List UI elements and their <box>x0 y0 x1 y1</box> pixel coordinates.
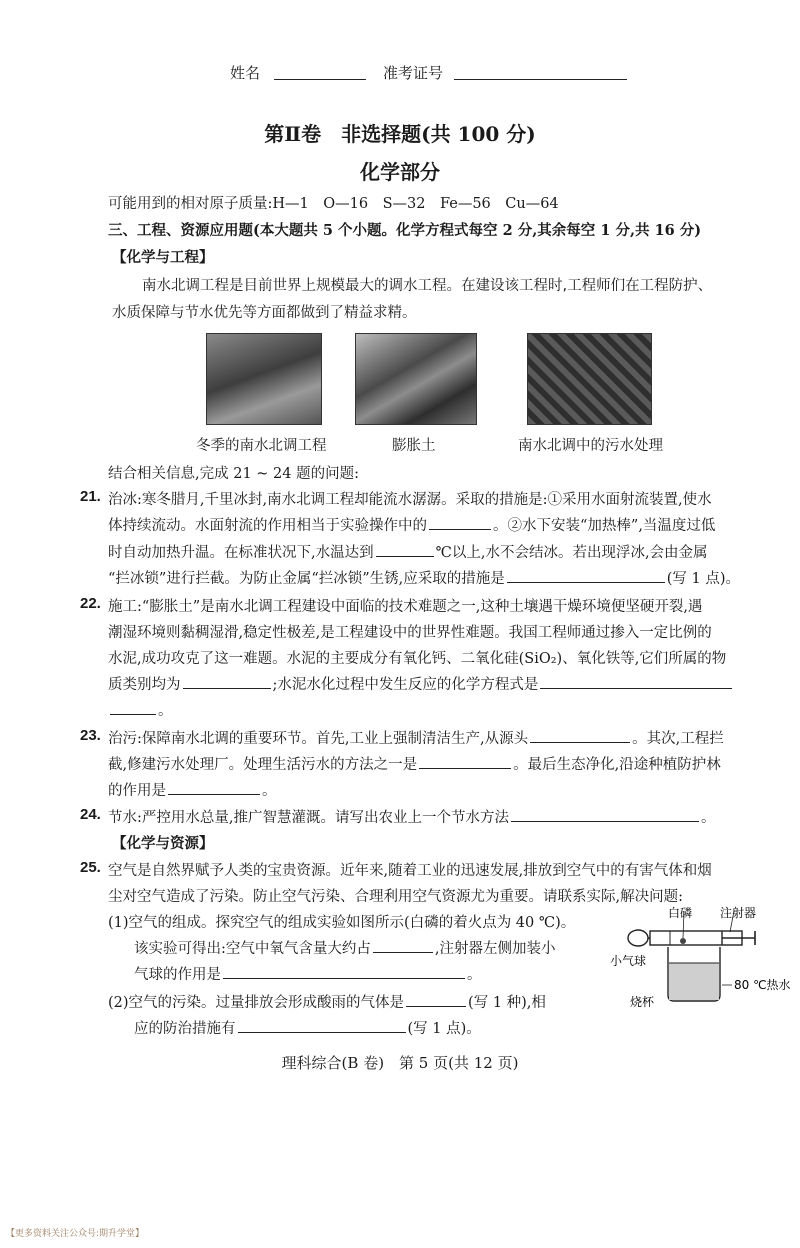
apparatus-diagram <box>610 905 800 1010</box>
question-text: 。最后生态净化,沿途种植防护林 <box>513 757 721 773</box>
caption: 冬季的南水北调工程 <box>196 438 327 454</box>
answer-blank[interactable] <box>373 951 433 953</box>
caption: 膨胀土 <box>392 438 436 454</box>
question-text: “拦冰锁”进行拦截。为防止金属“拦冰锁”生锈,应采取的措施是 <box>108 571 505 587</box>
answer-blank[interactable] <box>168 793 260 795</box>
answer-blank[interactable] <box>238 1031 406 1033</box>
question-line <box>108 779 277 800</box>
question-text: 的作用是 <box>108 783 166 799</box>
answer-blank[interactable] <box>406 1005 466 1007</box>
question-number: 21. <box>80 488 101 505</box>
question-line <box>108 567 740 588</box>
question-text: 截,修建污水处理厂。处理生活污水的方法之一是 <box>108 757 418 773</box>
question-text: 节水:严控用水总量,推广智慧灌溉。请写出农业上一个节水方法 <box>108 810 509 826</box>
name-label: 姓名 <box>230 64 261 82</box>
question-text: 治污:保障南水北调的重要环节。首先,工业上强制清洁生产,从源头 <box>108 731 529 747</box>
name-blank[interactable] <box>274 78 366 80</box>
question-text: (写 1 点)。 <box>666 571 741 587</box>
question-text: 水泥,成功攻克了这一难题。水泥的主要成分有氧化钙、二氧化硅(SiO₂)、氧化铁等,它们所属的物 <box>108 651 727 667</box>
answer-blank[interactable] <box>223 977 465 979</box>
question-text: 。 <box>262 783 277 799</box>
question-text: 治冰:寒冬腊月,千里冰封,南水北调工程却能流水潺潺。采取的措施是:①采用水面射流装置,使水 <box>108 492 712 508</box>
question-text: (写 1 种),相 <box>468 995 546 1011</box>
question-text: 应的防治措施有 <box>134 1021 236 1037</box>
label-balloon: 小气球 <box>610 954 647 968</box>
question-text: 。②水下安装“加热棒”,当温度过低 <box>493 518 716 534</box>
answer-blank[interactable] <box>183 687 271 689</box>
question-text: 。 <box>701 810 716 826</box>
question-line <box>108 514 715 535</box>
question-text: ,注射器左侧加装小 <box>434 941 556 957</box>
question-text: 潮湿环境则黏稠湿滑,稳定性极差,是工程建设中的世界性难题。我国工程师通过掺入一定比例的 <box>108 625 712 641</box>
question-line <box>134 937 556 958</box>
page-footer: 理科综合(B 卷) 第 5 页(共 12 页) <box>281 1054 519 1072</box>
photo-expansive-soil <box>355 333 477 425</box>
question-number: 24. <box>80 806 101 823</box>
question-line <box>108 699 173 720</box>
question-line <box>134 963 482 984</box>
answer-blank[interactable] <box>419 767 511 769</box>
question-text: 质类别均为 <box>108 677 181 693</box>
answer-blank[interactable] <box>530 741 630 743</box>
question-text: 体持续流动。水面射流的作用相当于实验操作中的 <box>108 518 427 534</box>
answer-blank[interactable] <box>429 528 491 530</box>
hot-water-fill <box>669 963 719 1000</box>
question-line <box>134 1017 481 1038</box>
question-text: 气球的作用是 <box>134 967 221 983</box>
atomic-masses: 可能用到的相对原子质量:H—1 O—16 S—32 Fe—56 Cu—64 <box>108 196 559 212</box>
question-text: 施工:“膨胀土”是南水北调工程建设中面临的技术难题之一,这种土壤遇干燥环境便坚硬开裂,遇 <box>108 599 703 615</box>
question-text: 时自动加热升温。在标准状况下,水温达到 <box>108 545 374 561</box>
answer-blank[interactable] <box>540 687 732 689</box>
balloon-icon <box>628 930 648 946</box>
photo-winter-project <box>206 333 322 425</box>
answer-blank[interactable] <box>376 555 434 557</box>
answer-blank[interactable] <box>110 713 156 715</box>
question-text: 。 <box>158 703 173 719</box>
question-text: (2)空气的污染。过量排放会形成酸雨的气体是 <box>108 995 405 1011</box>
question-text: 空气是自然界赋予人类的宝贵资源。近年来,随着工业的迅速发展,排放到空气中的有害气体和烟 <box>108 863 712 879</box>
question-text: ;水泥水化过程中发生反应的化学方程式是 <box>272 677 539 693</box>
question-line <box>108 753 721 774</box>
topic-heading-resources: 【化学与资源】 <box>112 835 214 852</box>
question-line <box>108 991 546 1012</box>
intro-text: 水质保障与节水优先等方面都做到了精益求精。 <box>112 305 417 321</box>
caption: 南水北调中的污水处理 <box>518 438 663 454</box>
question-line <box>108 727 724 748</box>
answer-blank[interactable] <box>507 581 665 583</box>
exam-id-label: 准考证号 <box>383 64 444 82</box>
topic-heading-engineering: 【化学与工程】 <box>112 249 214 266</box>
question-text: ℃以上,水不会结冰。若出现浮冰,会由金属 <box>435 545 708 561</box>
answer-blank[interactable] <box>511 820 699 822</box>
question-line <box>108 806 716 827</box>
question-text: 。其次,工程拦 <box>632 731 724 747</box>
instruction: 结合相关信息,完成 21 ~ 24 题的问题: <box>108 466 359 482</box>
question-text: 该实验可得出:空气中氧气含量大约占 <box>134 941 371 957</box>
question-line <box>108 673 734 694</box>
question-text: 。 <box>467 967 482 983</box>
question-text: (1)空气的组成。探究空气的组成实验如图所示(白磷的着火点为 40 ℃)。 <box>108 915 576 931</box>
corner-note: 【更多资料关注公众号:期升学堂】 <box>6 1229 145 1239</box>
label-hot-water: 80 ℃热水 <box>734 978 791 992</box>
photo-sewage-treatment <box>527 333 652 425</box>
label-beaker: 烧杯 <box>630 995 655 1009</box>
section-subtitle: 化学部分 <box>360 160 440 184</box>
label-white-phosphorus: 白磷 <box>668 906 693 920</box>
question-text: 尘对空气造成了污染。防止空气污染、合理利用空气资源尤为重要。请联系实际,解决问题: <box>108 889 683 905</box>
section-heading: 三、工程、资源应用题(本大题共 5 个小题。化学方程式每空 2 分,其余每空 1 分,共 16 分) <box>108 222 702 239</box>
exam-id-blank[interactable] <box>454 78 627 80</box>
question-text: (写 1 点)。 <box>407 1021 481 1037</box>
label-syringe: 注射器 <box>720 906 757 920</box>
question-number: 23. <box>80 727 101 744</box>
question-number: 22. <box>80 595 101 612</box>
question-line <box>108 541 708 562</box>
question-number: 25. <box>80 859 101 876</box>
intro-text: 南水北调工程是目前世界上规模最大的调水工程。在建设该工程时,工程师们在工程防护、 <box>142 278 713 294</box>
white-phosphorus-dot <box>680 938 686 944</box>
page-title: 第Ⅱ卷 非选择题(共 100 分) <box>264 122 536 146</box>
